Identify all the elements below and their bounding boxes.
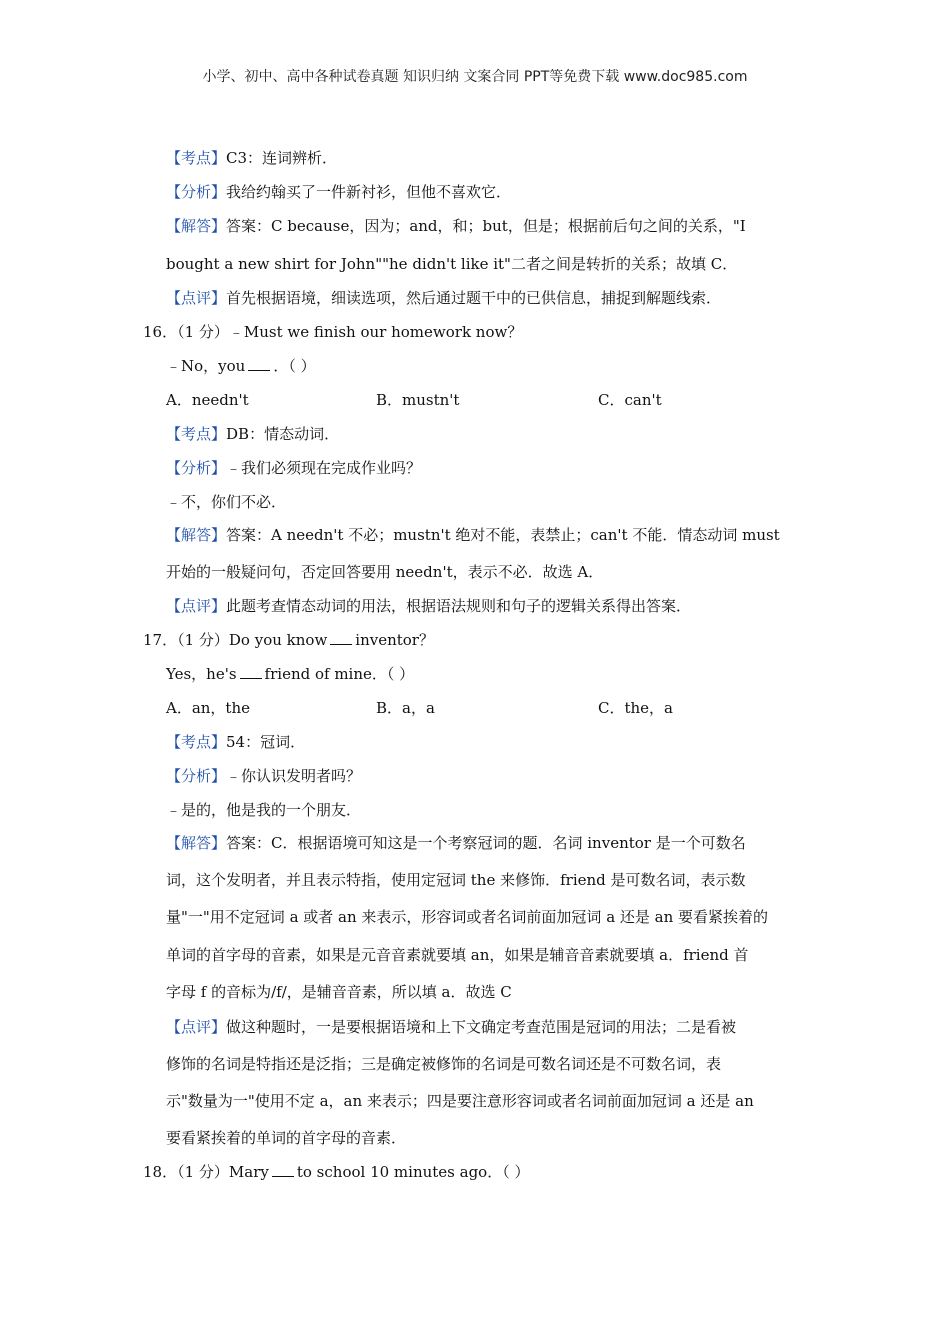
q17-fenxi: 【分析】﹣你认识发明者吗？ bbox=[166, 767, 362, 785]
q15-jieda: 【解答】答案：C because，因为；and，和；but，但是；根据前后句之间的关系，"I bbox=[166, 217, 746, 235]
q15-jieda-cont: bought a new shirt for John""he didn't like it"二者之间是转折的关系；故填 C． bbox=[166, 255, 738, 273]
q16-stem: 16．（1 分）﹣Must we finish our homework now？ bbox=[143, 323, 523, 341]
label-jieda: 【解答】 bbox=[166, 834, 227, 852]
blank bbox=[248, 356, 270, 371]
q17-option-a: A．an，the bbox=[166, 699, 251, 717]
label-fenxi: 【分析】 bbox=[166, 183, 227, 201]
q15-dianping: 【点评】首先根据语境，细读选项，然后通过题干中的已供信息，捕捉到解题线索． bbox=[166, 289, 722, 307]
q18-stem: 18．（1 分）Mary to school 10 minutes ago．（ ） bbox=[143, 1163, 530, 1181]
q17-jieda-cont: 单词的首字母的音素，如果是元音音素就要填 an，如果是辅音音素就要填 a．friend 首 bbox=[166, 946, 749, 964]
q17-jieda-cont: 字母 f 的音标为/f/，是辅音音素，所以填 a．故选 C bbox=[166, 983, 512, 1001]
q17-dianping-cont: 示"数量为一"使用不定 a，an 来表示；四是要注意形容词或者名词前面加冠词 a 还是 an bbox=[166, 1092, 754, 1110]
q17-jieda-cont: 量"一"用不定冠词 a 或者 an 来表示，形容词或者名词前面加冠词 a 还是 an 要看紧挨着的 bbox=[166, 908, 769, 926]
q16-fenxi: 【分析】﹣我们必须现在完成作业吗？ bbox=[166, 459, 422, 477]
q17-dianping-cont: 修饰的名词是特指还是泛指；三是确定被修饰的名词是可数名词还是不可数名词，表 bbox=[166, 1055, 722, 1073]
q17-jieda: 【解答】答案：C．根据语境可知这是一个考察冠词的题．名词 inventor 是一个可数名 bbox=[166, 834, 746, 852]
q16-option-c: C．can't bbox=[598, 391, 662, 409]
q17-stem-answer: Yes，he's friend of mine．（ ） bbox=[166, 665, 415, 683]
q16-fenxi-cont: ﹣不，你们不必． bbox=[166, 493, 287, 511]
label-fenxi: 【分析】 bbox=[166, 767, 227, 785]
blank bbox=[330, 630, 352, 645]
label-fenxi: 【分析】 bbox=[166, 459, 227, 477]
q17-kaodian: 【考点】54：冠词． bbox=[166, 733, 306, 751]
q16-jieda: 【解答】答案：A needn't 不必；mustn't 绝对不能，表禁止；can't 不能．情态动词 must bbox=[166, 526, 780, 544]
page-header: 小学、初中、高中各种试卷真题 知识归纳 文案合同 PPT等免费下载 www.doc985.com bbox=[202, 69, 748, 85]
q17-option-c: C．the，a bbox=[598, 699, 673, 717]
q16-dianping: 【点评】此题考查情态动词的用法，根据语法规则和句子的逻辑关系得出答案． bbox=[166, 597, 692, 615]
q17-option-b: B．a，a bbox=[376, 699, 435, 717]
q16-jieda-cont: 开始的一般疑问句，否定回答要用 needn't，表示不必．故选 A． bbox=[166, 563, 604, 581]
blank bbox=[240, 664, 262, 679]
q16-option-a: A．needn't bbox=[166, 391, 249, 409]
q16-option-b: B．mustn't bbox=[376, 391, 460, 409]
q16-stem-answer: ﹣No，you ．（ ） bbox=[166, 357, 316, 375]
label-dianping: 【点评】 bbox=[166, 289, 227, 307]
q17-dianping: 【点评】做这种题时，一是要根据语境和上下文确定考查范围是冠词的用法；二是看被 bbox=[166, 1018, 737, 1036]
label-kaodian: 【考点】 bbox=[166, 149, 227, 167]
label-dianping: 【点评】 bbox=[166, 597, 227, 615]
label-jieda: 【解答】 bbox=[166, 526, 227, 544]
q15-fenxi: 【分析】我给约翰买了一件新衬衫，但他不喜欢它． bbox=[166, 183, 512, 201]
label-kaodian: 【考点】 bbox=[166, 425, 227, 443]
label-dianping: 【点评】 bbox=[166, 1018, 227, 1036]
q15-kaodian: 【考点】C3：连词辨析． bbox=[166, 149, 338, 167]
label-jieda: 【解答】 bbox=[166, 217, 227, 235]
q17-fenxi-cont: ﹣是的，他是我的一个朋友． bbox=[166, 801, 362, 819]
q17-dianping-cont: 要看紧挨着的单词的首字母的音素． bbox=[166, 1129, 407, 1147]
q17-jieda-cont: 词，这个发明者，并且表示特指，使用定冠词 the 来修饰．friend 是可数名词，表示数 bbox=[166, 871, 746, 889]
q16-kaodian: 【考点】DB：情态动词． bbox=[166, 425, 340, 443]
q17-stem: 17．（1 分）Do you know inventor？ bbox=[143, 631, 434, 649]
blank bbox=[272, 1162, 294, 1177]
label-kaodian: 【考点】 bbox=[166, 733, 227, 751]
